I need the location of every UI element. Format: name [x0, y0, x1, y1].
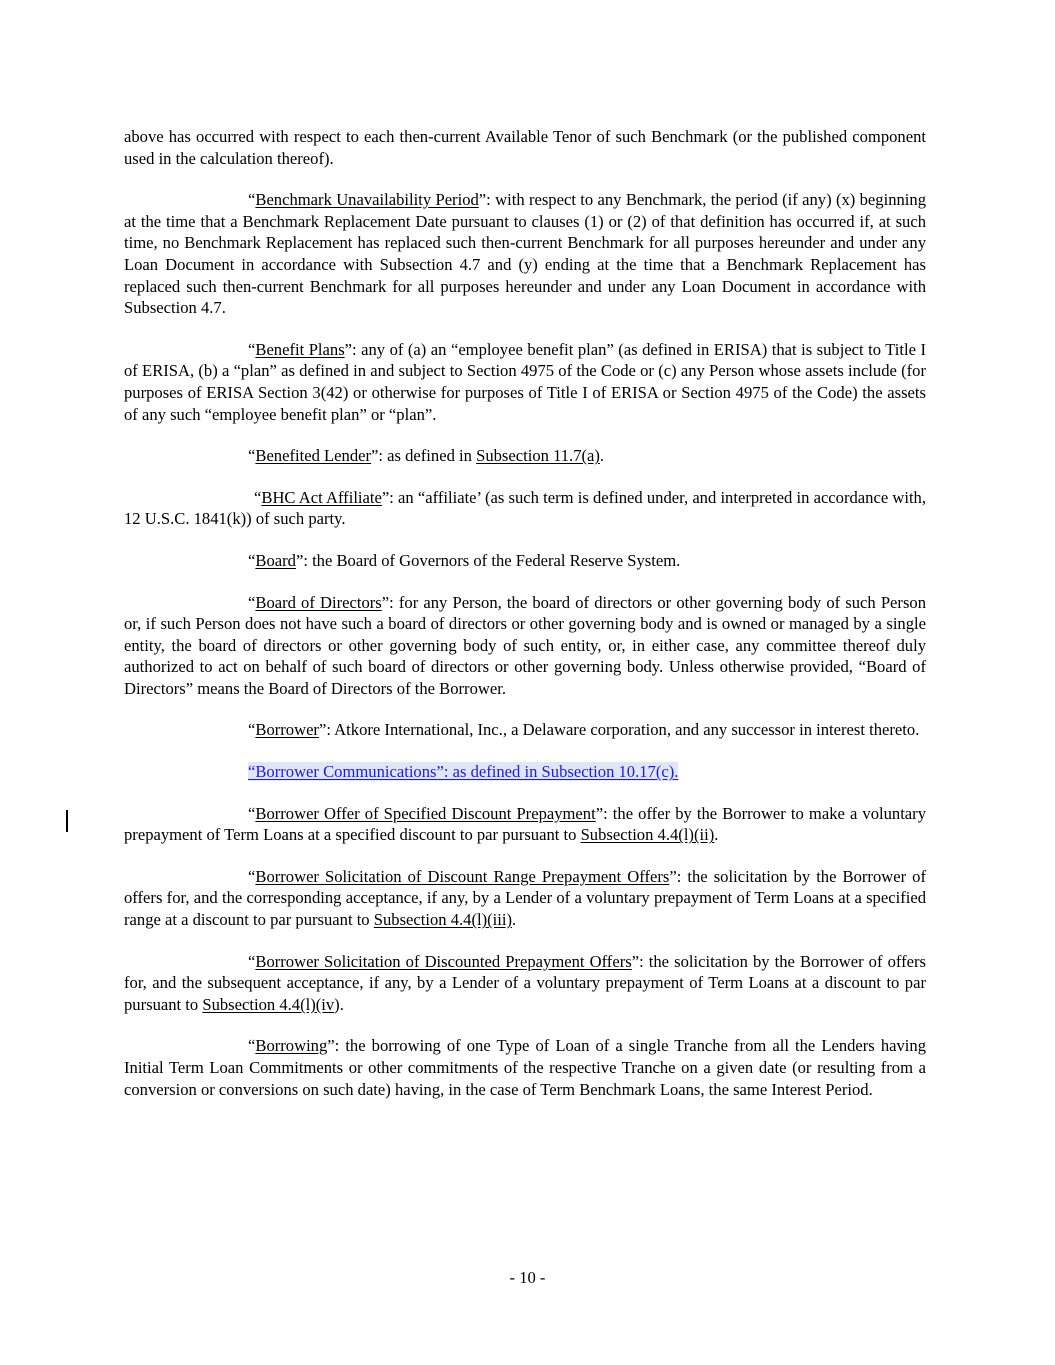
defined-term: Board [255, 550, 296, 570]
defined-term: Board of Directors [255, 592, 382, 612]
definition-board: “Board”: the Board of Governors of the Federal Reserve System. [248, 550, 681, 570]
definition-borrower-solicitation-discounted: “Borrower Solicitation of Discounted Prepayment Offers”: the solicitation by the Borrower of offers for, and the subsequent acceptance, if any, by a Lender of a voluntary prepayment of Term Loans at a discount to par pursuant to Subsection 4.4(l)(iv). [124, 951, 926, 1014]
defined-term: BHC Act Affiliate [261, 487, 382, 507]
defined-term: Benefit Plans [255, 339, 345, 359]
definition-borrower: “Borrower”: Atkore International, Inc., a Delaware corporation, and any successor in interest thereto. [248, 720, 920, 740]
definition-body: : for any Person, the board of directors or other governing body of such Person or, if such Person does not have such a board of directors or other governing body and is owned or managed by a single entity, the board of directors or other governing body of such entity, or, in either case, any committee thereof duly authorized to act on behalf of such board of directors or other governing body. Unless otherwise provided, “Board of Directors” means the Board of Directors of the Borrower. [124, 592, 926, 698]
revision-bar [66, 810, 68, 832]
definition-body: : the solicitation by the Borrower of offers for, and the corresponding acceptance, if any, by a Lender of a voluntary prepayment of Term Loans at a specified range at a discount to par pursuant to [124, 866, 927, 930]
defined-term: Borrower Solicitation of Discount Range Prepayment Offers [255, 866, 670, 886]
definition-borrowing: “Borrowing”: the borrowing of one Type of Loan of a single Tranche from all the Lenders having Initial Term Loan Commitments or other commitments of the respective Tranche on a given date (or resulting from a conversion or conversions on such date) having, in the case of Term Benchmark Loans, the same Interest Period. [124, 1036, 926, 1099]
definition-body: : as defined in [378, 446, 477, 466]
defined-term: Benchmark Unavailability Period [255, 190, 479, 210]
definition-borrower-solicitation-range: “Borrower Solicitation of Discount Range Prepayment Offers”: the solicitation by the Borrower of offers for, and the corresponding acceptance, if any, by a Lender of a voluntary prepayment of Term Loans at a specified range at a discount to par pursuant to Subsection 4.4(l)(iii). [124, 866, 927, 930]
page-number: - 10 - [509, 1268, 546, 1287]
definition-borrower-offer: “Borrower Offer of Specified Discount Prepayment”: the offer by the Borrower to make a voluntary prepayment of Term Loans at a specified discount to par pursuant to Subsection 4.4(l)(ii). [124, 803, 926, 845]
defined-term: Benefited Lender [255, 446, 372, 466]
cross-reference: Subsection 11.7(a) [476, 446, 600, 466]
defined-term: Borrower Offer of Specified Discount Prepayment [255, 803, 596, 823]
defined-term: Borrower [255, 720, 319, 740]
definition-benchmark-unavailability-period: “Benchmark Unavailability Period”: with respect to any Benchmark, the period (if any) (x) beginning at the time that a Benchmark Replacement Date pursuant to clauses (1) or (2) of that definition has occurred if, at such time, no Benchmark Replacement has replaced such then-current Benchmark for all purposes hereunder and under any Loan Document in accordance with Subsection 4.7 and (y) ending at the time that a Benchmark Replacement has replaced such then-current Benchmark for all purposes hereunder and under any Loan Document in accordance with Subsection 4.7. [124, 190, 926, 318]
definition-body: : the Board of Governors of the Federal Reserve System. [303, 550, 681, 570]
paragraph-continuation: above has occurred with respect to each then-current Available Tenor of such Benchmark (or the published component used in the calculation thereof). [124, 127, 926, 168]
definition-borrower-communications [124, 761, 926, 783]
definition-body: : with respect to any Benchmark, the period (if any) (x) beginning at the time that a Benchmark Replacement Date pursuant to clauses (1) or (2) of that definition has occurred if, at such time, no Benchmark Replacement has replaced such then-current Benchmark for all purposes hereunder and under any Loan Document in accordance with Subsection 4.7 and (y) ending at the time that a Benchmark Replacement has replaced such then-current Benchmark for all purposes hereunder and under any Loan Document in accordance with Subsection 4.7. [124, 190, 926, 318]
definition-benefit-plans: “Benefit Plans”: any of (a) an “employee benefit plan” (as defined in ERISA) that is subject to Title I of ERISA, (b) a “plan” as defined in and subject to Section 4975 of the Code or (c) any Person whose assets include (for purposes of ERISA Section 3(42) or otherwise for purposes of Title I of ERISA or Section 4975 of the Code) the assets of any such “employee benefit plan” or “plan”. [124, 339, 926, 424]
defined-term: Borrower Solicitation of Discounted Prepayment Offers [255, 951, 632, 971]
definition-body: : an “affiliate’ (as such term is defined under, and interpreted in accordance with, 12 U.S.C. 1841(k)) of such party. [124, 487, 927, 529]
definition-benefited-lender: “Benefited Lender”: as defined in Subsection 11.7(a). [248, 446, 605, 466]
definition-end: ). [334, 994, 344, 1014]
cross-reference: Subsection 4.4(l)(iv [202, 994, 335, 1014]
definition-board-of-directors: “Board of Directors”: for any Person, the board of directors or other governing body of such Person or, if such Person does not have such a board of directors or other governing body and is owned or managed by a single entity, the board of directors or other governing body of such entity, or, in either case, any committee thereof duly authorized to act on behalf of such board of directors or other governing body. Unless otherwise provided, “Board of Directors” means the Board of Directors of the Borrower. [124, 592, 926, 698]
definition-body: : Atkore International, Inc., a Delaware corporation, and any successor in interest thereto. [326, 720, 920, 740]
definition-body: : the solicitation by the Borrower of offers for, and the subsequent acceptance, if any, by a Lender of a voluntary prepayment of Term Loans at a discount to par pursuant to [124, 951, 926, 1014]
definition-end: . [599, 446, 605, 466]
inserted-revision-text: “Borrower Communications”: as defined in Subsection 10.17(c). [248, 762, 679, 782]
document-page [124, 126, 926, 1120]
definition-body: : any of (a) an “employee benefit plan” (as defined in ERISA) that is subject to Title I of ERISA, (b) a “plan” as defined in and subject to Section 4975 of the Code or (c) any Person whose assets include (for purposes of ERISA Section 3(42) or otherwise for purposes of Title I of ERISA or Section 4975 of the Code) the assets of any such “employee benefit plan” or “plan”. [124, 339, 926, 424]
cross-reference: Subsection 4.4(l)(iii) [373, 910, 513, 930]
definition-end: . [512, 910, 517, 930]
definition-end: . [714, 825, 719, 845]
defined-term: Borrowing [255, 1036, 328, 1056]
definition-body: : the offer by the Borrower to make a voluntary prepayment of Term Loans at a specified discount to par pursuant to [124, 803, 926, 845]
cross-reference: Subsection 4.4(l)(ii) [580, 825, 715, 845]
definition-bhc-act-affiliate: “BHC Act Affiliate”: an “affiliate’ (as such term is defined under, and interpreted in accordance with, 12 U.S.C. 1841(k)) of such party. [124, 487, 927, 529]
definition-body: : the borrowing of one Type of Loan of a single Tranche from all the Lenders having Initial Term Loan Commitments or other commitments of the respective Tranche on a given date (or resulting from a conversion or conversions on such date) having, in the case of Term Benchmark Loans, the same Interest Period. [124, 1036, 926, 1099]
